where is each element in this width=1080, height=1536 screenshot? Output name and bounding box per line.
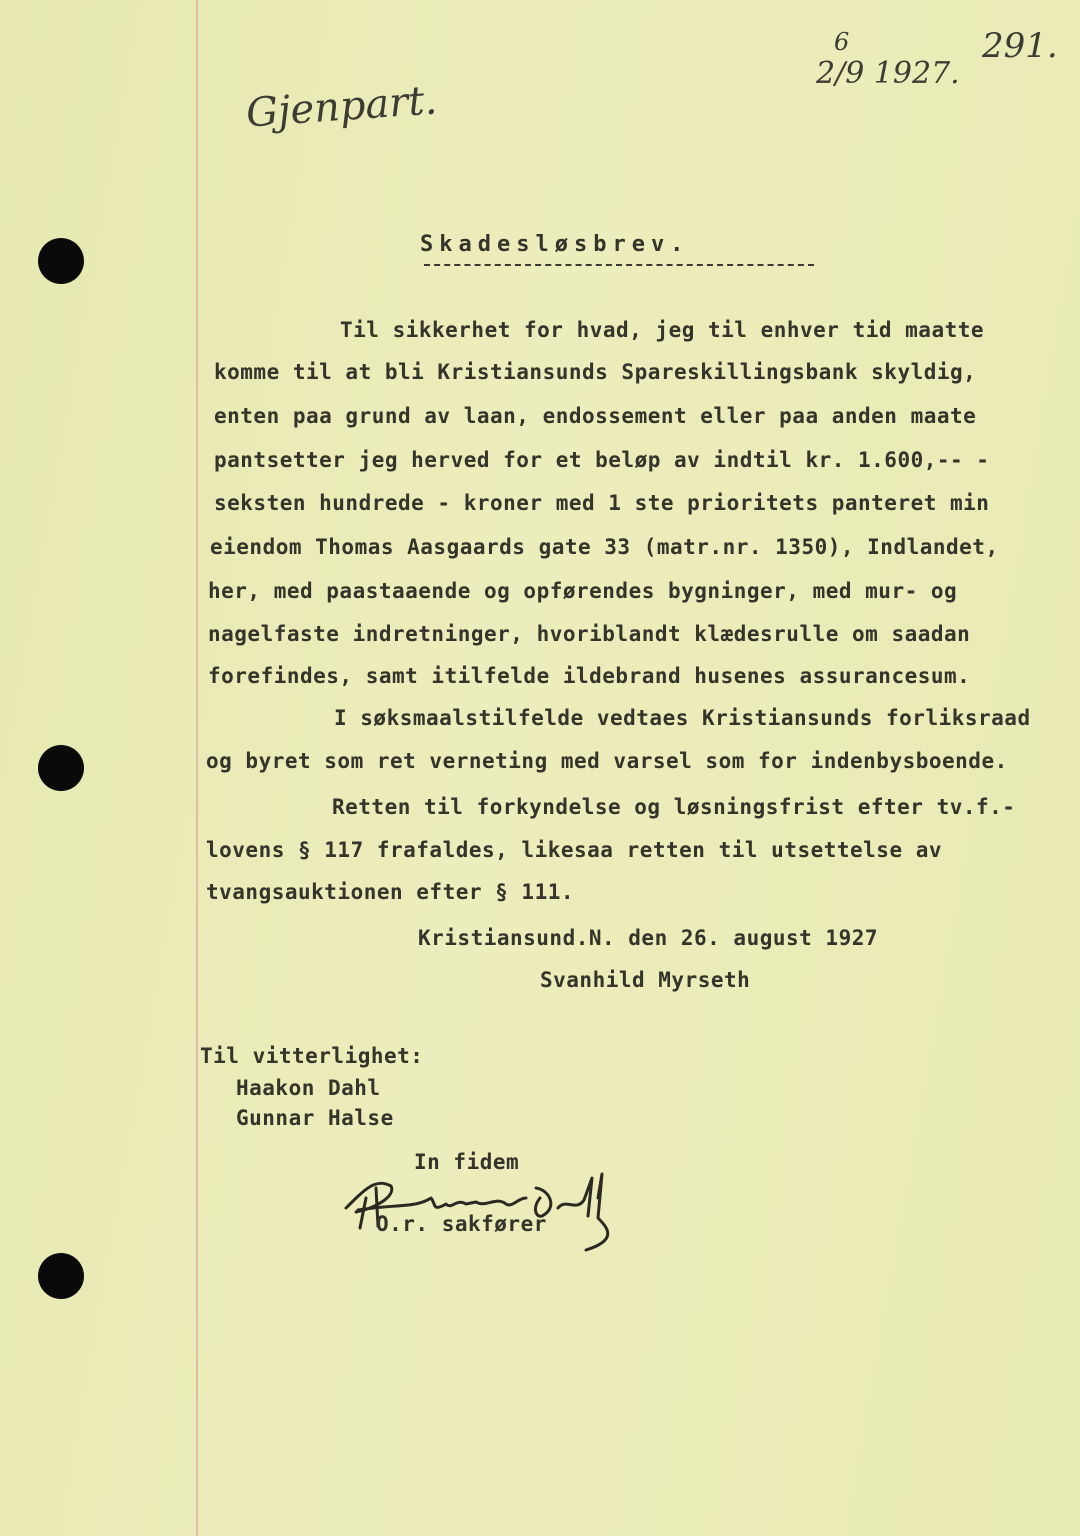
witness-name-1: Haakon Dahl — [236, 1076, 381, 1100]
body-line-14: tvangsauktionen efter § 111. — [206, 880, 575, 904]
entry-number: 6 — [834, 28, 850, 56]
body-line-10: I søksmaalstilfelde vedtaes Kristiansunds forliksraad — [334, 706, 1031, 730]
body-line-12: Retten til forkyndelse og løsningsfrist efter tv.f.- — [332, 795, 1016, 819]
signer-name: Svanhild Myrseth — [540, 968, 751, 992]
punch-hole-top — [38, 238, 84, 284]
body-line-4: pantsetter jeg herved for et beløp av indtil kr. 1.600,-- - — [214, 448, 990, 472]
body-line-9: forefindes, samt itilfelde ildebrand husenes assurancesum. — [208, 664, 971, 688]
body-line-3: enten paa grund av laan, endossement eller paa anden maate — [214, 404, 977, 428]
copy-annotation: Gjenpart. — [244, 77, 439, 137]
body-line-2: komme til at bli Kristiansunds Spareskillingsbank skyldig, — [214, 360, 977, 384]
title-underline — [424, 264, 814, 266]
margin-rule — [196, 0, 198, 1536]
body-line-7: her, med paastaaende og opførendes bygninger, med mur- og — [208, 579, 958, 603]
place-date: Kristiansund.N. den 26. august 1927 — [418, 926, 879, 950]
in-fidem: In fidem — [414, 1150, 520, 1174]
body-line-5: seksten hundrede - kroner med 1 ste prioritets panteret min — [214, 491, 990, 515]
entry-date: 2/9 1927. — [816, 56, 960, 91]
body-line-11: og byret som ret verneting med varsel som for indenbysboende. — [206, 749, 1008, 773]
body-line-6: eiendom Thomas Aasgaards gate 33 (matr.nr. 1350), Indlandet, — [210, 535, 999, 559]
witness-heading: Til vitterlighet: — [200, 1044, 424, 1068]
body-line-13: lovens § 117 frafaldes, likesaa retten til utsettelse av — [206, 838, 943, 862]
witness-name-2: Gunnar Halse — [236, 1106, 394, 1130]
punch-hole-middle — [38, 745, 84, 791]
body-line-8: nagelfaste indretninger, hvoriblandt klædesrulle om saadan — [208, 622, 971, 646]
body-line-1: Til sikkerhet for hvad, jeg til enhver tid maatte — [340, 318, 985, 342]
certifier-role: O.r. sakfører — [376, 1212, 547, 1236]
document-title: Skadesløsbrev. — [420, 232, 690, 257]
page-number: 291. — [982, 26, 1058, 66]
punch-hole-bottom — [38, 1253, 84, 1299]
